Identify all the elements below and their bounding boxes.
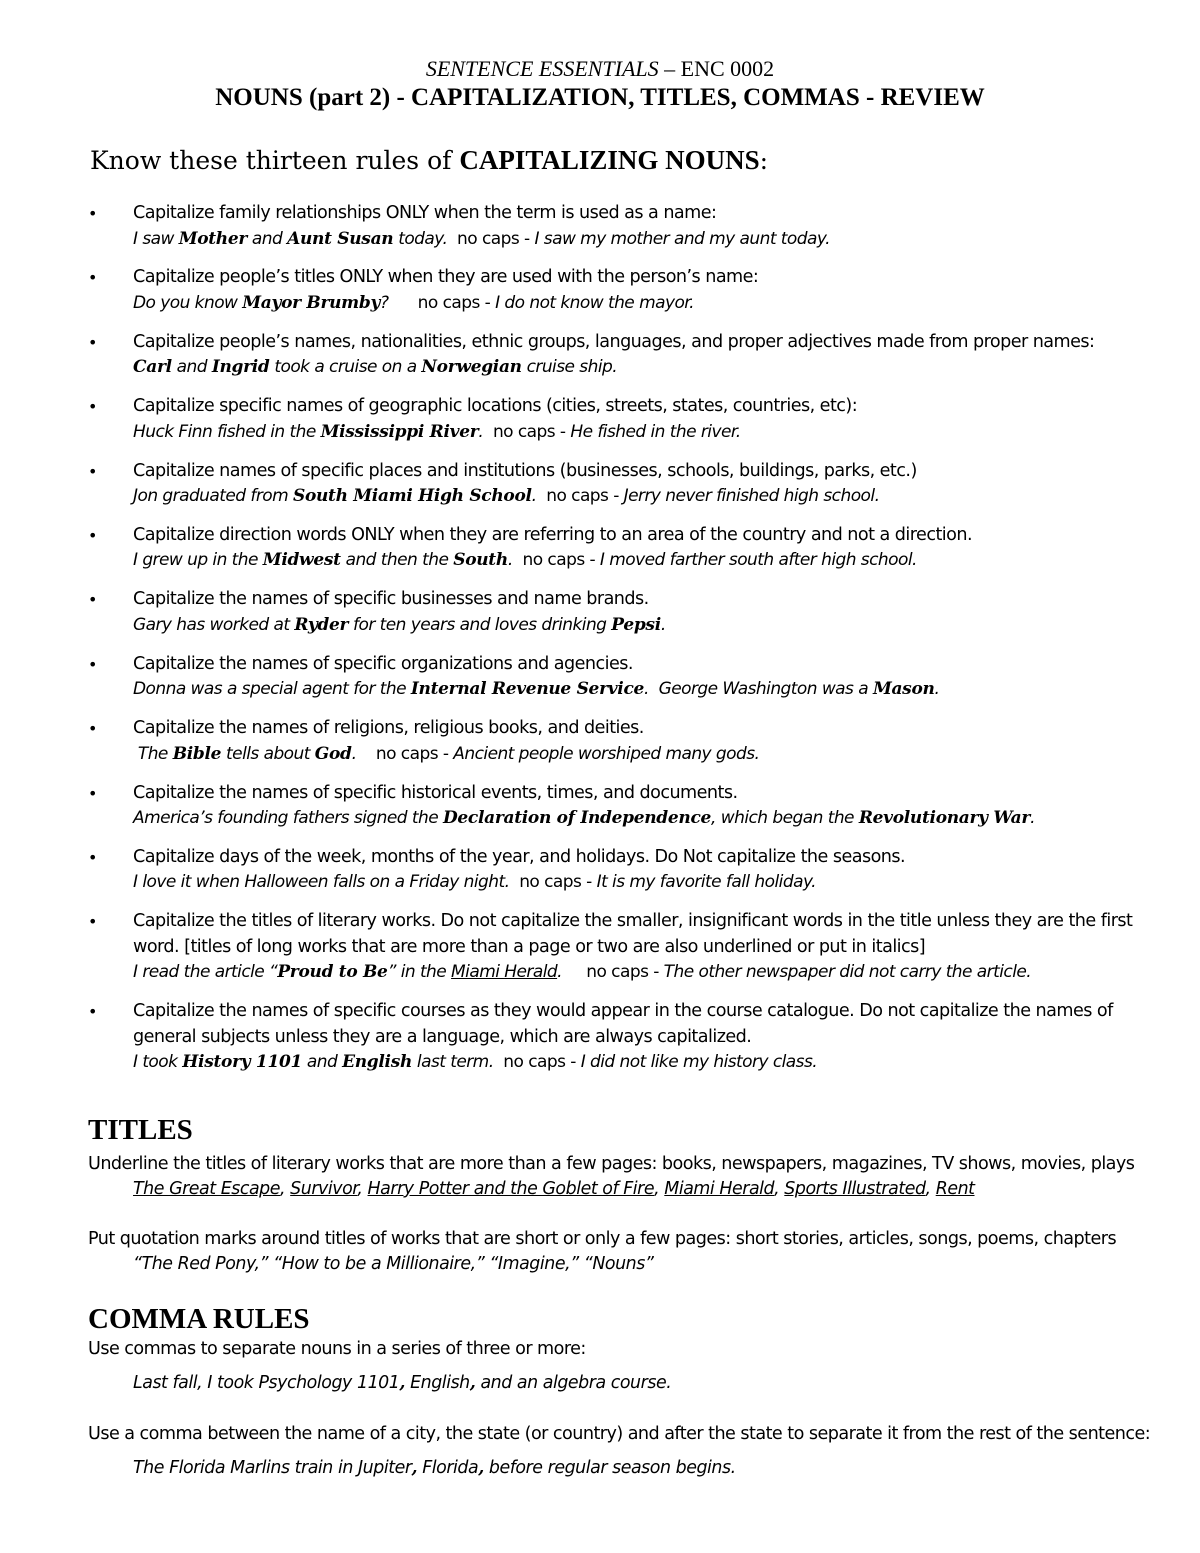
- bullet-icon: •: [88, 654, 98, 674]
- example-text: last term.: [412, 1052, 504, 1073]
- bullet-icon: •: [88, 719, 98, 739]
- underlined-title: Miami Herald: [451, 962, 558, 983]
- example-text: .: [507, 550, 523, 571]
- example-keyword: Declaration of Independence: [442, 808, 712, 829]
- example-text: .: [557, 962, 587, 983]
- comma-mark: ,: [411, 1458, 418, 1478]
- example-text: Jon graduated from: [133, 486, 293, 507]
- example-text: .: [531, 486, 547, 507]
- capitalization-rule: [0, 330, 1200, 381]
- titles-underline-examples: [133, 1177, 975, 1203]
- rule-example: [133, 548, 1160, 574]
- rule-text: Capitalize family relationships ONLY when the term is used as a name:: [133, 203, 717, 223]
- titles-underline-rule: Underline the titles of literary works that are more than a few pages: books, newspapers, magazines, TV shows, movies, plays: [88, 1154, 1135, 1174]
- underlined-title: Sports Illustrated: [784, 1179, 926, 1199]
- example-text: today.: [393, 228, 458, 249]
- bullet-icon: •: [88, 525, 98, 545]
- bullet-icon: •: [88, 1002, 98, 1022]
- rule-example: [133, 742, 1160, 768]
- example-keyword: South: [453, 550, 508, 571]
- example-keyword: God: [314, 743, 352, 764]
- example-keyword: History 1101: [182, 1052, 303, 1073]
- example-keyword: Carl: [133, 357, 172, 378]
- example-keyword: Ryder: [294, 614, 349, 635]
- rule-text: Capitalize the names of specific businesses and name brands.: [133, 589, 649, 610]
- rule-example: [133, 484, 1160, 510]
- titles-heading: TITLES: [88, 1114, 193, 1146]
- example-text: before regular season begins.: [483, 1458, 736, 1478]
- no-caps-label: no caps -: [586, 962, 664, 983]
- example-text: for ten years and loves drinking: [348, 614, 612, 635]
- capitalization-rule: [0, 265, 1200, 316]
- example-text: Florida: [417, 1458, 479, 1478]
- rule-example: [133, 806, 1160, 832]
- title-separator: ,: [357, 1179, 368, 1199]
- comma-rule-series: Use commas to separate nouns in a series of three or more:: [88, 1339, 586, 1359]
- capitalization-rule: [0, 459, 1200, 510]
- bullet-icon: •: [88, 204, 98, 223]
- example-keyword: Revolutionary War: [858, 808, 1031, 829]
- rule-example: [133, 1050, 1160, 1076]
- bullet-icon: •: [88, 397, 98, 417]
- example-keyword: Mississippi River: [320, 421, 479, 442]
- rule-text: Capitalize the names of religions, religious books, and deities.: [133, 718, 644, 739]
- example-text: The Florida Marlins train in Jupiter: [133, 1458, 412, 1478]
- comma-mark: ,: [399, 1373, 406, 1393]
- rule-text: Capitalize specific names of geographic locations (cities, streets, states, countries, etc):: [133, 396, 858, 417]
- example-text: .: [660, 614, 666, 635]
- rule-text: Capitalize the titles of literary works. Do not capitalize the smaller, insignificant words in the title unless they are the first word. [titles of long works that are more than a page or two are also underlined or put in italics]: [133, 911, 1133, 957]
- example-text: . George Washington was a: [644, 679, 873, 700]
- intro-text: Know these thirteen rules of: [90, 146, 460, 175]
- example-text: I grew up in the: [133, 550, 263, 571]
- example-text: .: [934, 679, 940, 700]
- capitalization-rule: [0, 999, 1200, 1076]
- underlined-title: Harry Potter and the Goblet of Fire: [367, 1179, 655, 1199]
- comma-rule-city-state: Use a comma between the name of a city, the state (or country) and after the state to separate it from the rest of the sentence:: [88, 1424, 1151, 1444]
- no-caps-label: no caps -: [519, 872, 597, 893]
- example-text: , which began the: [711, 808, 859, 829]
- example-text: I moved farther south after high school.: [599, 550, 917, 571]
- page-title: NOUNS (part 2) - CAPITALIZATION, TITLES, COMMAS - REVIEW: [215, 84, 985, 111]
- example-text: Gary has worked at: [133, 614, 295, 635]
- title-separator: ,: [925, 1179, 936, 1199]
- titles-quote-examples: “The Red Pony,” “How to be a Millionaire,” “Imagine,” “Nouns”: [133, 1254, 654, 1274]
- example-text: tells about: [221, 743, 315, 764]
- capitalization-rule: [0, 845, 1200, 896]
- comma-series-example: [133, 1371, 671, 1397]
- intro-line: [90, 145, 768, 176]
- example-keyword: Mason: [872, 679, 935, 700]
- title-separator: ,: [280, 1179, 291, 1199]
- title-separator: ,: [774, 1179, 785, 1199]
- example-text: Ancient people worshiped many gods.: [453, 743, 760, 764]
- rule-text: Capitalize direction words ONLY when they are referring to an area of the country and not a direction.: [133, 524, 972, 545]
- rule-text: Capitalize names of specific places and institutions (businesses, schools, buildings, parks, etc.): [133, 460, 917, 481]
- example-keyword: Midwest: [262, 550, 341, 571]
- underlined-title: Rent: [935, 1179, 975, 1199]
- example-text: cruise ship.: [521, 357, 618, 378]
- rule-example: [133, 227, 1160, 253]
- bullet-icon: •: [88, 847, 98, 867]
- example-keyword: Ingrid: [211, 357, 270, 378]
- no-caps-label: no caps -: [522, 550, 600, 571]
- example-text: I read the article “: [133, 962, 278, 983]
- example-text: and: [247, 228, 288, 249]
- comma-rules-heading: COMMA RULES: [88, 1303, 310, 1335]
- example-text: took a cruise on a: [269, 357, 422, 378]
- example-text: .: [478, 421, 493, 442]
- course-name: SENTENCE ESSENTIALS: [425, 56, 659, 81]
- capitalization-rule: [0, 394, 1200, 445]
- example-text: Donna was a special agent for the: [133, 679, 411, 700]
- capitalization-rule: [0, 201, 1200, 252]
- rule-example: [133, 291, 1160, 317]
- intro-bold: CAPITALIZING NOUNS: [459, 145, 760, 175]
- rule-text: Capitalize the names of specific historical events, times, and documents.: [133, 782, 738, 803]
- capitalization-rule: [0, 716, 1200, 767]
- rule-text: Capitalize the names of specific organizations and agencies.: [133, 653, 633, 674]
- example-keyword: Mother: [178, 228, 248, 249]
- example-text: .: [1030, 808, 1035, 829]
- example-text: ?: [380, 292, 418, 313]
- rule-text: Capitalize people’s names, nationalities, ethnic groups, languages, and proper adjectives made from proper names:: [133, 331, 1095, 352]
- intro-colon: :: [759, 146, 769, 175]
- example-text: America’s founding fathers signed the: [133, 808, 443, 829]
- bullet-icon: •: [88, 461, 98, 481]
- example-keyword: Mayor Brumby: [242, 292, 381, 313]
- example-text: and an algebra course.: [475, 1373, 672, 1393]
- example-keyword: Proud to Be: [277, 962, 388, 983]
- rule-example: [133, 960, 1160, 986]
- rule-example: [133, 870, 1160, 896]
- no-caps-label: no caps -: [417, 292, 496, 313]
- underlined-title: The Great Escape: [133, 1179, 281, 1199]
- example-keyword: Bible: [172, 743, 222, 764]
- no-caps-label: no caps -: [375, 743, 454, 764]
- example-keyword: Norwegian: [421, 357, 522, 378]
- bullet-icon: •: [88, 590, 98, 610]
- titles-quote-rule: Put quotation marks around titles of works that are short or only a few pages: short stories, articles, songs, poems, chapters: [88, 1229, 1117, 1249]
- capitalization-rule: [0, 587, 1200, 638]
- rule-text: Capitalize the names of specific courses as they would appear in the course catalogue. Do not capitalize the names of general subjects unless they are a language, which are always capitalized.: [133, 1001, 1113, 1047]
- example-keyword: Aunt Susan: [287, 228, 394, 249]
- rule-text: Capitalize days of the week, months of the year, and holidays. Do Not capitalize the seasons.: [133, 846, 906, 867]
- capitalization-rules-list: [0, 201, 1200, 1089]
- example-keyword: South Miami High School: [292, 486, 532, 507]
- course-code: ENC 0002: [680, 56, 775, 81]
- example-text: Last fall, I took Psychology 1101: [133, 1373, 400, 1393]
- example-text: The other newspaper did not carry the article.: [663, 962, 1032, 983]
- example-text: and: [171, 357, 212, 378]
- rule-example: [133, 613, 1160, 639]
- rule-text: Capitalize people’s titles ONLY when they are used with the person’s name:: [133, 267, 759, 288]
- capitalization-rule: [0, 523, 1200, 574]
- example-text: Do you know: [133, 292, 243, 313]
- example-text: He fished in the river.: [570, 421, 741, 442]
- example-text: I love it when Halloween falls on a Friday night.: [133, 872, 520, 893]
- no-caps-label: no caps -: [457, 228, 535, 249]
- rule-example: [133, 677, 1160, 703]
- example-text: Jerry never finished high school.: [623, 486, 880, 507]
- underlined-title: Survivor: [290, 1179, 358, 1199]
- example-text: and then the: [340, 550, 454, 571]
- example-text: I did not like my history class.: [580, 1052, 818, 1073]
- example-keyword: English: [342, 1052, 413, 1073]
- example-text: and: [302, 1052, 343, 1073]
- course-dash: –: [658, 56, 681, 81]
- comma-mark: ,: [478, 1458, 484, 1478]
- bullet-icon: •: [88, 783, 98, 803]
- title-separator: ,: [654, 1179, 665, 1199]
- example-keyword: Pepsi: [611, 614, 661, 635]
- example-text: .: [351, 743, 376, 764]
- rule-example: [133, 420, 1160, 446]
- example-text: I saw my mother and my aunt today.: [534, 228, 830, 249]
- example-text: English: [405, 1373, 470, 1393]
- example-text: ” in the: [387, 962, 452, 983]
- no-caps-label: no caps -: [492, 421, 571, 442]
- capitalization-rule: [0, 909, 1200, 986]
- bullet-icon: •: [88, 332, 98, 352]
- underlined-title: Miami Herald: [664, 1179, 775, 1199]
- example-text: I saw: [133, 228, 179, 249]
- no-caps-label: no caps -: [546, 486, 624, 507]
- capitalization-rule: [0, 781, 1200, 832]
- example-text: I took: [133, 1052, 183, 1073]
- capitalization-rule: [0, 652, 1200, 703]
- example-text: I do not know the mayor.: [495, 292, 695, 313]
- bullet-icon: •: [88, 912, 98, 932]
- example-keyword: Internal Revenue Service: [410, 679, 645, 700]
- no-caps-label: no caps -: [503, 1052, 581, 1073]
- course-header: [0, 56, 1200, 82]
- example-text: The: [133, 743, 173, 764]
- rule-example: [133, 355, 1160, 381]
- comma-mark: ,: [469, 1373, 476, 1393]
- example-text: It is my favorite fall holiday.: [596, 872, 816, 893]
- comma-city-state-example: [133, 1456, 736, 1482]
- example-text: Huck Finn fished in the: [133, 421, 321, 442]
- bullet-icon: •: [88, 268, 98, 288]
